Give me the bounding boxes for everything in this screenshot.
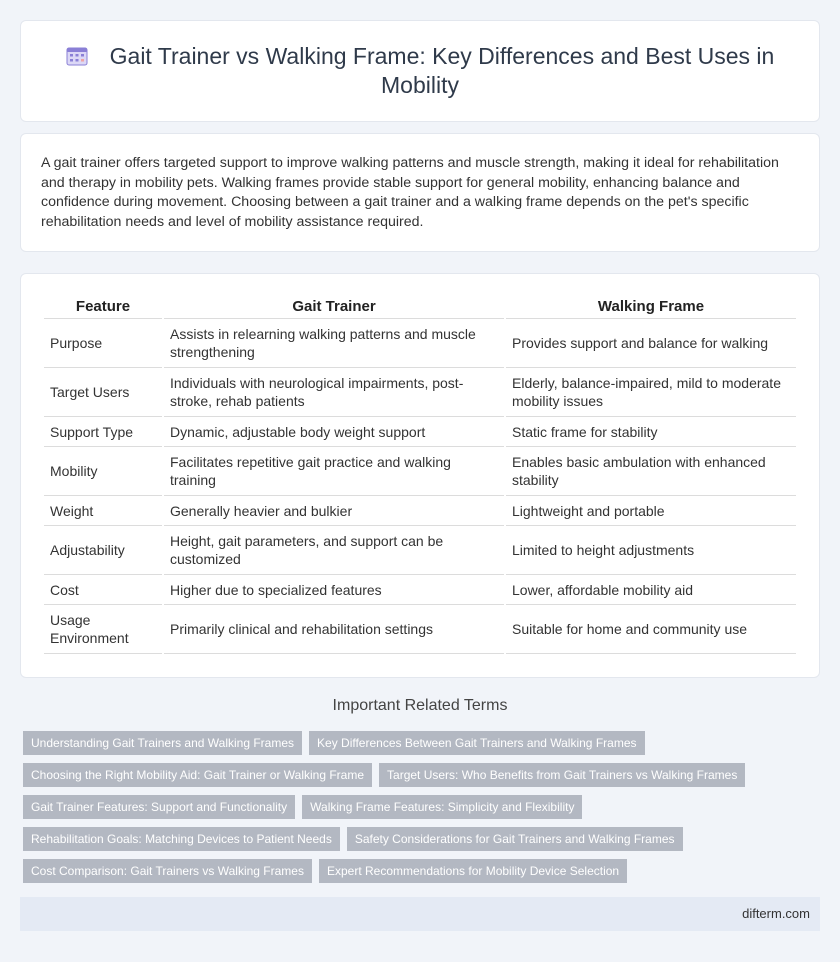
table-row: [44, 319, 796, 368]
related-term-tag[interactable]: Understanding Gait Trainers and Walking Frames: [23, 731, 302, 755]
related-terms-tags: [23, 731, 803, 891]
title-card: [20, 20, 820, 122]
table-row: [44, 447, 796, 496]
feature-cell: Mobility: [44, 447, 162, 496]
table-header-row: [44, 294, 796, 319]
walking-frame-cell: Lightweight and portable: [506, 496, 796, 526]
gait-trainer-cell: Facilitates repetitive gait practice and walking training: [164, 447, 504, 496]
related-term-tag[interactable]: Rehabilitation Goals: Matching Devices to Patient Needs: [23, 827, 340, 851]
table-row: [44, 575, 796, 605]
gait-trainer-cell: Higher due to specialized features: [164, 575, 504, 605]
related-term-tag[interactable]: Key Differences Between Gait Trainers and Walking Frames: [309, 731, 644, 755]
page-title-wrap: [60, 42, 780, 100]
feature-cell: Weight: [44, 496, 162, 526]
feature-cell: Support Type: [44, 417, 162, 447]
gait-trainer-cell: Assists in relearning walking patterns and muscle strengthening: [164, 319, 504, 368]
walking-frame-cell: Enables basic ambulation with enhanced stability: [506, 447, 796, 496]
footer-site-link[interactable]: difterm.com: [742, 906, 810, 921]
gait-trainer-cell: Generally heavier and bulkier: [164, 496, 504, 526]
walking-frame-cell: Limited to height adjustments: [506, 526, 796, 575]
table-row: [44, 417, 796, 447]
page-title: Gait Trainer vs Walking Frame: Key Differences and Best Uses in Mobility: [109, 43, 775, 98]
related-term-tag[interactable]: Expert Recommendations for Mobility Device Selection: [319, 859, 627, 883]
related-term-tag[interactable]: Gait Trainer Features: Support and Functionality: [23, 795, 295, 819]
gait-trainer-cell: Height, gait parameters, and support can be customized: [164, 526, 504, 575]
table-row: [44, 605, 796, 654]
footer: [20, 897, 820, 931]
table-row: [44, 368, 796, 417]
related-term-tag[interactable]: Cost Comparison: Gait Trainers vs Walking Frames: [23, 859, 312, 883]
feature-cell: Cost: [44, 575, 162, 605]
header-walking-frame: Walking Frame: [506, 294, 796, 319]
related-term-tag[interactable]: Safety Considerations for Gait Trainers and Walking Frames: [347, 827, 683, 851]
table-row: [44, 496, 796, 526]
walking-frame-cell: Static frame for stability: [506, 417, 796, 447]
walking-frame-cell: Lower, affordable mobility aid: [506, 575, 796, 605]
gait-trainer-cell: Primarily clinical and rehabilitation settings: [164, 605, 504, 654]
walking-frame-cell: Suitable for home and community use: [506, 605, 796, 654]
intro-text: A gait trainer offers targeted support to improve walking patterns and muscle strength, making it ideal for rehabilitation and therapy in mobility pets. Walking frames provide stable support for general mobility, enhancing balance and confidence during movement. Choosing between a gait trainer and a walking frame depends on the pet's specific rehabilitation needs and level of mobility assistance required.: [41, 155, 779, 230]
gait-trainer-cell: Individuals with neurological impairments, post-stroke, rehab patients: [164, 368, 504, 417]
related-terms-heading: Important Related Terms: [332, 697, 508, 714]
walking-frame-cell: Provides support and balance for walking: [506, 319, 796, 368]
table-row: [44, 526, 796, 575]
comparison-table: [42, 294, 798, 654]
header-feature: Feature: [44, 294, 162, 319]
gait-trainer-cell: Dynamic, adjustable body weight support: [164, 417, 504, 447]
feature-cell: Usage Environment: [44, 605, 162, 654]
feature-cell: Target Users: [44, 368, 162, 417]
related-term-tag[interactable]: Choosing the Right Mobility Aid: Gait Trainer or Walking Frame: [23, 763, 372, 787]
calendar-grid-icon: [66, 44, 88, 64]
header-gait-trainer: Gait Trainer: [164, 294, 504, 319]
comparison-table-card: [20, 273, 820, 678]
feature-cell: Purpose: [44, 319, 162, 368]
related-term-tag[interactable]: Walking Frame Features: Simplicity and Flexibility: [302, 795, 582, 819]
related-term-tag[interactable]: Target Users: Who Benefits from Gait Trainers vs Walking Frames: [379, 763, 745, 787]
intro-card: [20, 133, 820, 252]
walking-frame-cell: Elderly, balance-impaired, mild to moderate mobility issues: [506, 368, 796, 417]
feature-cell: Adjustability: [44, 526, 162, 575]
